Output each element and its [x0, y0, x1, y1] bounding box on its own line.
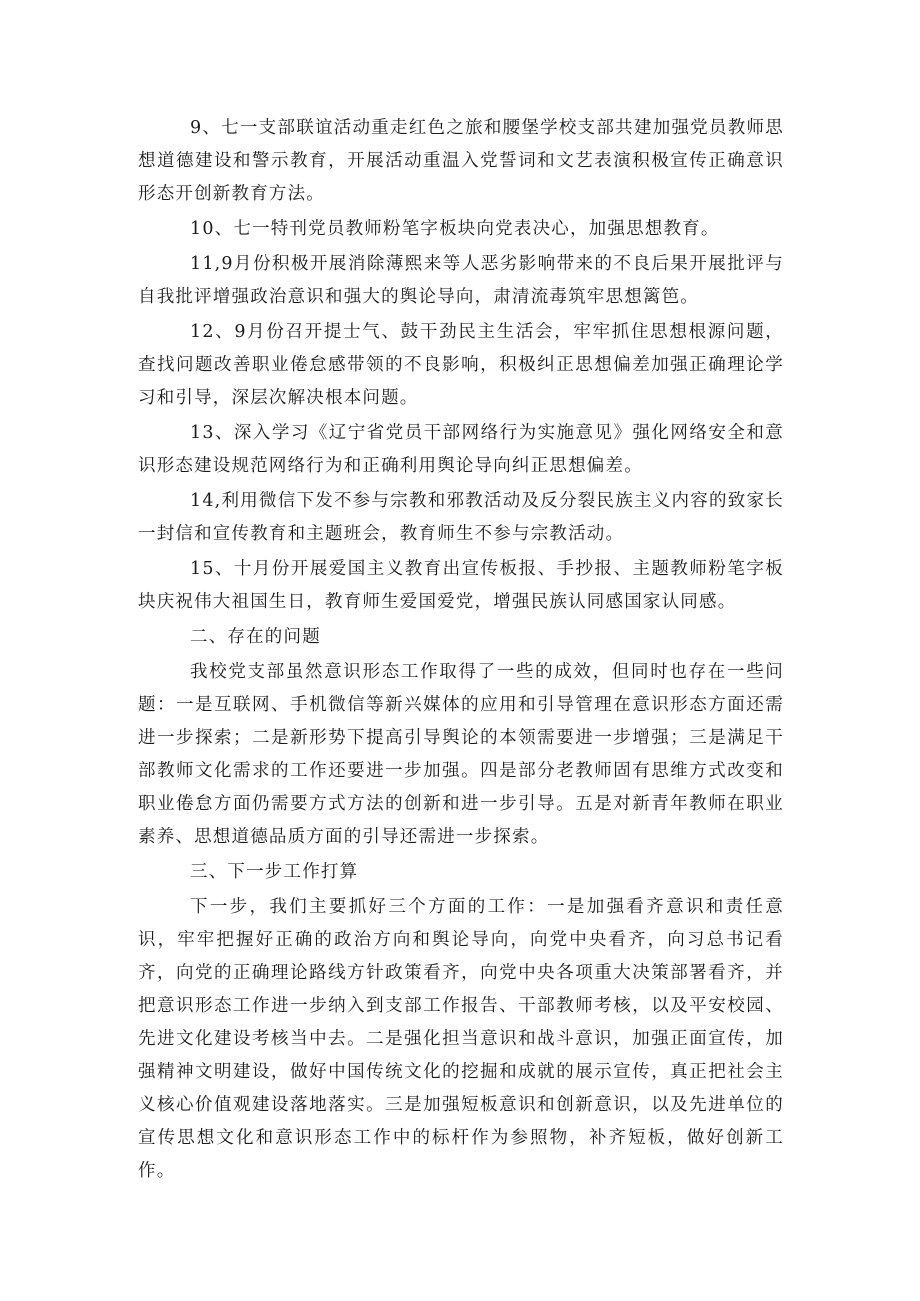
section-heading-next-steps: 三、下一步工作打算 — [190, 862, 359, 882]
paragraph-item-12: 12、9月份召开提士气、鼓干劲民主生活会，牢牢抓住思想根源问题，查找问题改善职业倦怠感带领的不良影响，积极纠正思想偏差加强正确理论学习和引导，深层次解决根本问题。 — [138, 322, 784, 408]
problems-paragraph: 我校党支部虽然意识形态工作取得了一些的成效，但同时也存在一些问题：一是互联网、手机微信等新兴媒体的应用和引导管理在意识形态方面还需进一步探索；二是新形势下提高引导舆论的本领需要进一步增强；三是满足干部教师文化需求的工作还要进一步加强。四是部分老教师固有思维方式改变和职业倦怠方面仍需要方式方法的创新和进一步引导。五是对新青年教师在职业素养、思想道德品质方面的引导还需进一步探索。 — [138, 662, 784, 847]
paragraph-item-11: 11,9月份积极开展消除薄熙来等人恶劣影响带来的不良后果开展批评与自我批评增强政治意识和强大的舆论导向，肃清流毒筑牢思想篱笆。 — [138, 254, 784, 307]
paragraph-item-9: 9、七一支部联谊活动重走红色之旅和腰堡学校支部共建加强党员教师思想道德建设和警示教育，开展活动重温入党誓词和文艺表演积极宣传正确意识形态开创新教育方法。 — [138, 118, 784, 204]
paragraph-item-13: 13、深入学习《辽宁省党员干部网络行为实施意见》强化网络安全和意识形态建设规范网络行为和正确利用舆论导向纠正思想偏差。 — [138, 423, 784, 476]
section-heading-problems: 二、存在的问题 — [190, 627, 321, 647]
next-steps-paragraph: 下一步，我们主要抓好三个方面的工作：一是加强看齐意识和责任意识，牢牢把握好正确的政治方向和舆论导向，向党中央看齐，向习总书记看齐，向党的正确理论路线方针政策看齐，向党中央各项重大决策部署看齐，并把意识形态工作进一步纳入到支部工作报告、干部教师考核，以及平安校园、先进文化建设考核当中去。二是强化担当意识和战斗意识，加强正面宣传，加强精神文明建设，做好中国传统文化的挖掘和成就的展示宣传，真正把社会主义核心价值观建设落地落实。三是加强短板意识和创新意识，以及先进单位的宣传思想文化和意识形态工作中的标杆作为参照物，补齐短板，做好创新工作。 — [138, 897, 784, 1181]
document-page — [138, 112, 784, 1188]
paragraph-item-15: 15、十月份开展爱国主义教育出宣传板报、手抄报、主题教师粉笔字板块庆祝伟大祖国生日，教育师生爱国爱党，增强民族认同感国家认同感。 — [138, 559, 784, 612]
paragraph-item-10: 10、七一特刊党员教师粉笔字板块向党表决心，加强思想教育。 — [190, 219, 720, 239]
paragraph-item-14: 14,利用微信下发不参与宗教和邪教活动及反分裂民族主义内容的致家长一封信和宣传教育和主题班会，教育师生不参与宗教活动。 — [138, 491, 784, 544]
